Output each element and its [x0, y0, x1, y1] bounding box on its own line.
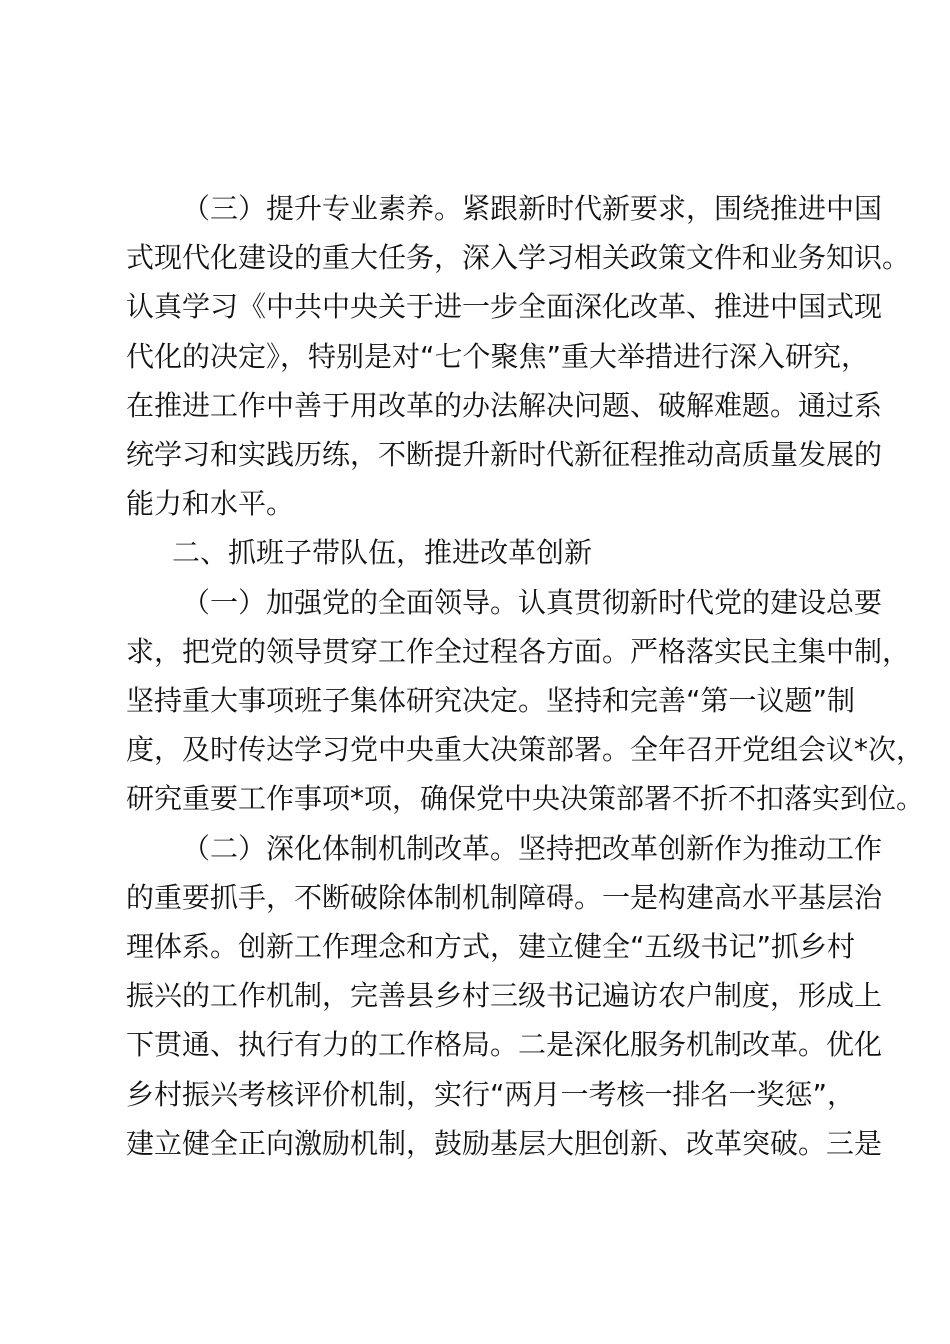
text-line: 理体系。创新工作理念和方式，建立健全“五级书记”抓乡村	[126, 930, 856, 964]
text-line: 能力和水平。	[126, 487, 295, 521]
text-line: 式现代化建设的重大任务，深入学习相关政策文件和业务知识。	[126, 241, 911, 275]
text-line: 坚持重大事项班子集体研究决定。坚持和完善“第一议题”制	[126, 684, 856, 718]
text-line: （三）提升专业素养。紧跟新时代新要求，围绕推进中国	[182, 192, 883, 225]
text-line: 认真学习《中共中央关于进一步全面深化改革、推进中国式现	[126, 290, 883, 324]
text-line: 的重要抓手，不断破除体制机制障碍。一是构建高水平基层治	[126, 880, 883, 914]
paragraph-professional-quality	[126, 184, 911, 528]
text-line: （二）深化体制机制改革。坚持把改革创新作为推动工作	[182, 831, 883, 865]
paragraph-party-leadership	[126, 578, 925, 824]
text-line: 下贯通、执行有力的工作格局。二是深化服务机制改革。优化	[126, 1028, 883, 1062]
text-line: 乡村振兴考核评价机制，实行“两月一考核一排名一奖惩”，	[126, 1077, 856, 1111]
text-line: 统学习和实践历练，不断提升新时代新征程推动高质量发展的	[126, 438, 883, 472]
paragraph-institutional-reform	[126, 824, 883, 1168]
text-line: 振兴的工作机制，完善县乡村三级书记遍访农户制度，形成上	[126, 979, 883, 1013]
text-line: 求，把党的领导贯穿工作全过程各方面。严格落实民主集中制，	[126, 634, 911, 668]
text-line: 在推进工作中善于用改革的办法解决问题、破解难题。通过系	[126, 388, 883, 422]
text-line: 建立健全正向激励机制，鼓励基层大胆创新、改革突破。三是	[126, 1126, 883, 1160]
text-line: 代化的决定》，特别是对“七个聚焦”重大举措进行深入研究，	[126, 339, 870, 373]
text-line: 研究重要工作事项*项，确保党中央决策部署不折不扣落实到位。	[126, 782, 925, 816]
text-line: 度，及时传达学习党中央重大决策部署。全年召开党组会议*次，	[126, 733, 925, 767]
text-line: （一）加强党的全面领导。认真贯彻新时代党的建设总要	[182, 585, 883, 619]
document-body	[126, 184, 925, 1168]
section-heading: 二、抓班子带队伍，推进改革创新	[172, 536, 593, 570]
